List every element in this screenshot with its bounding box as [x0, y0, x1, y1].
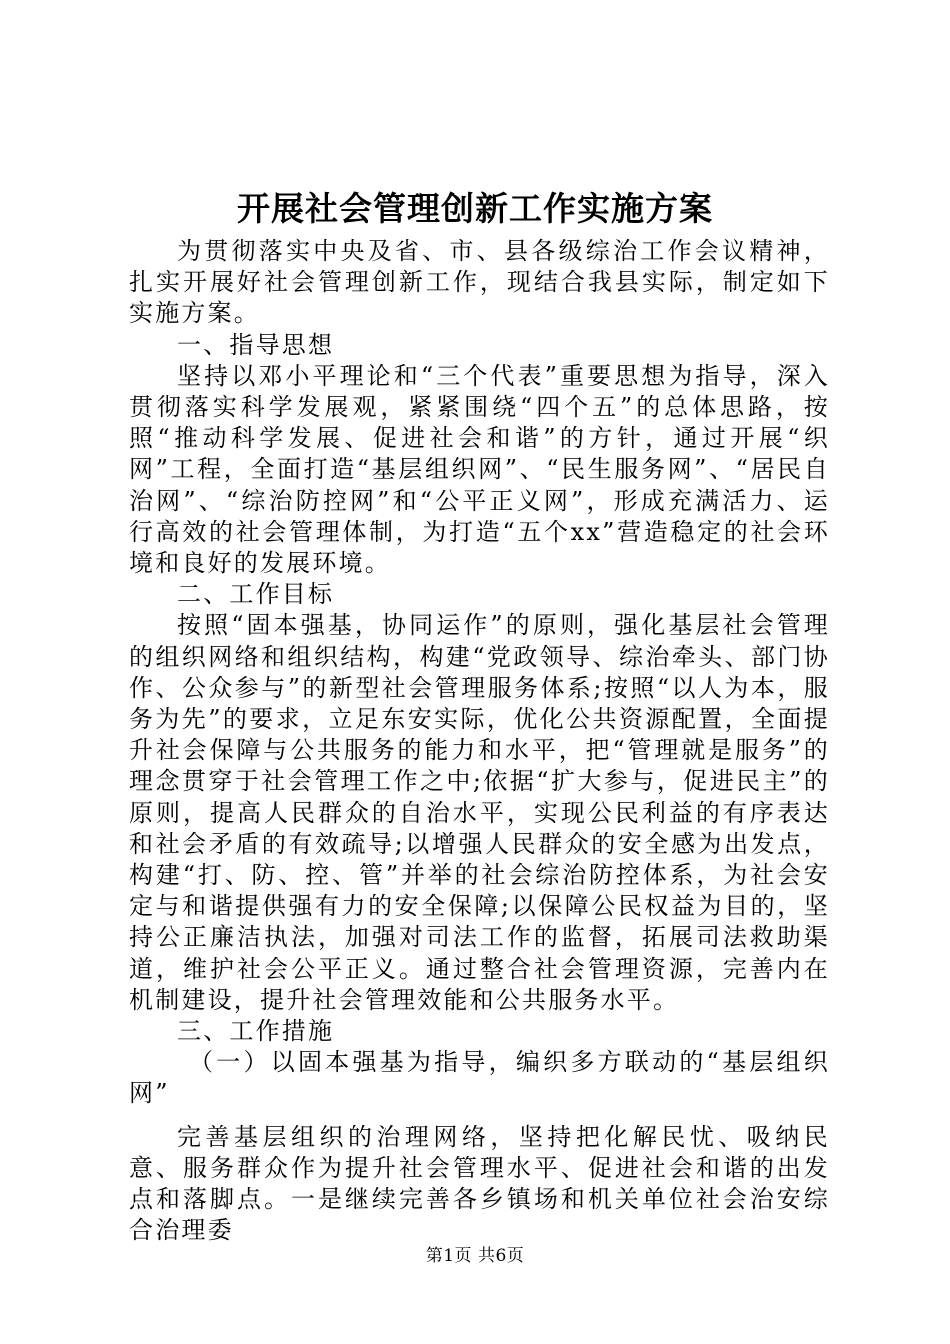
grassroots-network-paragraph: 完善基层组织的治理网络，坚持把化解民忧、吸纳民意、服务群众作为提升社会管理水平、促进社会和谐的出发点和落脚点。一是继续完善各乡镇场和机关单位社会治安综合治理委: [129, 1122, 830, 1245]
page-number-footer: 第1页 共6页: [425, 1246, 525, 1266]
guiding-ideology-paragraph: 坚持以邓小平理论和“三个代表”重要思想为指导，深入贯彻落实科学发展观，紧紧围绕“四个五”的总体思路，按照“推动科学发展、促进社会和谐”的方针，通过开展“织网”工程，全面打造“基层组织网”、“民生服务网”、“居民自治网”、“综治防控网”和“公平正义网”，形成充满活力、运行高效的社会管理体制，为打造“五个xx”营造稳定的社会环境和良好的发展环境。: [129, 361, 830, 578]
document-title: 开展社会管理创新工作实施方案: [237, 189, 713, 228]
section-heading-work-goals: 二、工作目标: [177, 580, 335, 609]
work-goals-paragraph: 按照“固本强基，协同运作”的原则，强化基层社会管理的组织网络和组织结构，构建“党政领导、综治牵头、部门协作、公众参与”的新型社会管理服务体系;按照“以人为本，服务为先”的要求，立足东安实际，优化公共资源配置，全面提升社会保障与公共服务的能力和水平，把“管理就是服务”的理念贯穿于社会管理工作之中;依据“扩大参与，促进民主”的原则，提高人民群众的自治水平，实现公民利益的有序表达和社会矛盾的有效疏导;以增强人民群众的安全感为出发点，构建“打、防、控、管”并举的社会综治防控体系，为社会安定与和谐提供强有力的安全保障;以保障公民权益为目的，坚持公正廉洁执法，加强对司法工作的监督，拓展司法救助渠道，维护社会公平正义。通过整合社会管理资源，完善内在机制建设，提升社会管理效能和公共服务水平。: [129, 611, 830, 1014]
intro-paragraph: 为贯彻落实中央及省、市、县各级综治工作会议精神，扎实开展好社会管理创新工作，现结合我县实际，制定如下实施方案。: [129, 237, 830, 328]
section-heading-guiding-ideology: 一、指导思想: [177, 330, 335, 359]
document-body: [129, 236, 830, 1247]
subsection-heading-grassroots-network: （一）以固本强基为指导，编织多方联动的“基层组织网”: [129, 1048, 830, 1108]
section-heading-work-measures: 三、工作措施: [177, 1017, 335, 1046]
